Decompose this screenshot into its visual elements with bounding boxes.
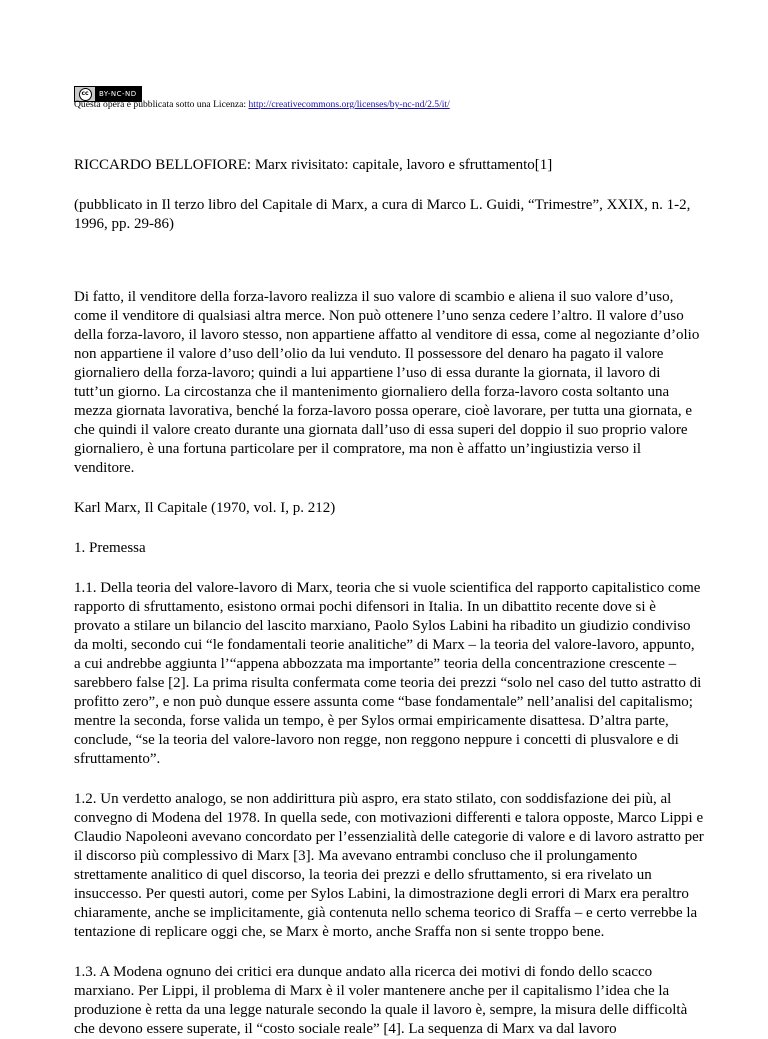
- license-link[interactable]: http://creativecommons.org/licenses/by-nc-nd/2.5/it/: [248, 99, 450, 110]
- epigraph-quote: Di fatto, il venditore della forza-lavoro realizza il suo valore di scambio e aliena il suo valore d’uso, come il venditore di qualsiasi altra merce. Non può ottenere l’uno senza cedere l’altro. Il valore d’uso della forza-lavoro, il lavoro stesso, non appartiene affatto al venditore di essa, come al negoziante d’olio non appartiene il valore d’uso dell’olio da lui venduto. Il possessore del denaro ha pagato il valore giornaliero della forza-lavoro; quindi a lui appartiene l’uso di essa durante la giornata, il lavoro di tutt’un giorno. La circostanza che il mantenimento giornaliero della forza-lavoro costa soltanto una mezza giornata lavorativa, benché la forza-lavoro possa operare, cioè lavorare, per tutta una giornata, e che quindi il valore creato durante una giornata dall’uso di essa superi del doppio il suo proprio valore giornaliero, è una fortuna particolare per il compratore, ma non è affatto un’ingiustizia verso il venditore.: [74, 289, 700, 476]
- document-page: [74, 82, 704, 1039]
- license-note-text: Questa opera è pubblicata sotto una Licenza:: [74, 99, 249, 110]
- license-badge-row: [74, 82, 704, 98]
- body-paragraph: 1.1. Della teoria del valore-lavoro di Marx, teoria che si vuole scientifica del rapporto capitalistico come rapporto di sfruttamento, esistono ormai pochi difensori in Italia. In un dibattito recente dove si è provato a stilare un bilancio del lascito marxiano, Paolo Sylos Labini ha ribadito un giudizio condiviso da molti, secondo cui “le fondamentali teorie analitiche” di Marx – la teoria del valore-lavoro, appunto, a cui andrebbe aggiunta l’“appena abbozzata ma importante” teoria della concentrazione crescente – sarebbero false [2]. La prima risulta confermata come teoria dei prezzi “solo nel caso del tutto astratto di profitto zero”, e non può dunque essere assunta come “base fondamentale” nell’analisi del capitalismo; mentre la seconda, forse valida un tempo, è per Sylos ormai empiricamente disattesa. D’altra parte, conclude, “se la teoria del valore-lavoro non regge, non reggono neppure i concetti di plusvalore e di sfruttamento”.: [74, 580, 702, 767]
- body-paragraph: 1.3. A Modena ognuno dei critici era dunque andato alla ricerca dei motivi di fondo dello scacco marxiano. Per Lippi, il problema di Marx è il voler mantenere anche per il capitalismo l’idea che la produzione è retta da una legge naturale secondo la quale il lavoro è, sempre, la misura delle difficoltà che devono essere superate, il “costo sociale reale” [4]. La sequenza di Marx va dal lavoro: [74, 964, 688, 1037]
- document-title: RICCARDO BELLOFIORE: Marx rivisitato: capitale, lavoro e sfruttamento[1]: [74, 157, 553, 173]
- creative-commons-icon: cc: [75, 87, 95, 101]
- publication-info: (pubblicato in Il terzo libro del Capitale di Marx, a cura di Marco L. Guidi, “Trimestre”, XXIX, n. 1-2, 1996, pp. 29-86): [74, 197, 691, 232]
- epigraph-source: Karl Marx, Il Capitale (1970, vol. I, p. 212): [74, 500, 336, 516]
- license-note: [74, 99, 704, 111]
- license-terms-label: BY-NC-ND: [99, 90, 137, 98]
- body-paragraph: 1.2. Un verdetto analogo, se non addirittura più aspro, era stato stilato, con soddisfazione dei più, al convegno di Modena del 1978. In quella sede, con motivazioni differenti e talora opposte, Marco Lippi e Claudio Napoleoni avevano concordato per l’essenzialità delle categorie di valore e di lavoro astratto per il discorso più complessivo di Marx [3]. Ma avevano entrambi concluso che il prolungamento strettamente analitico di quel discorso, la teoria dei prezzi e dello sfruttamento, si era rivelato un insuccesso. Per questi autori, come per Sylos Labini, la dimostrazione degli errori di Marx era peraltro chiaramente, anche se implicitamente, già contenuta nello schema teorico di Sraffa – e certo verrebbe la tentazione di replicare oggi che, se Marx è morto, anche Sraffa non si sente troppo bene.: [74, 791, 704, 940]
- section-heading: 1. Premessa: [74, 540, 146, 556]
